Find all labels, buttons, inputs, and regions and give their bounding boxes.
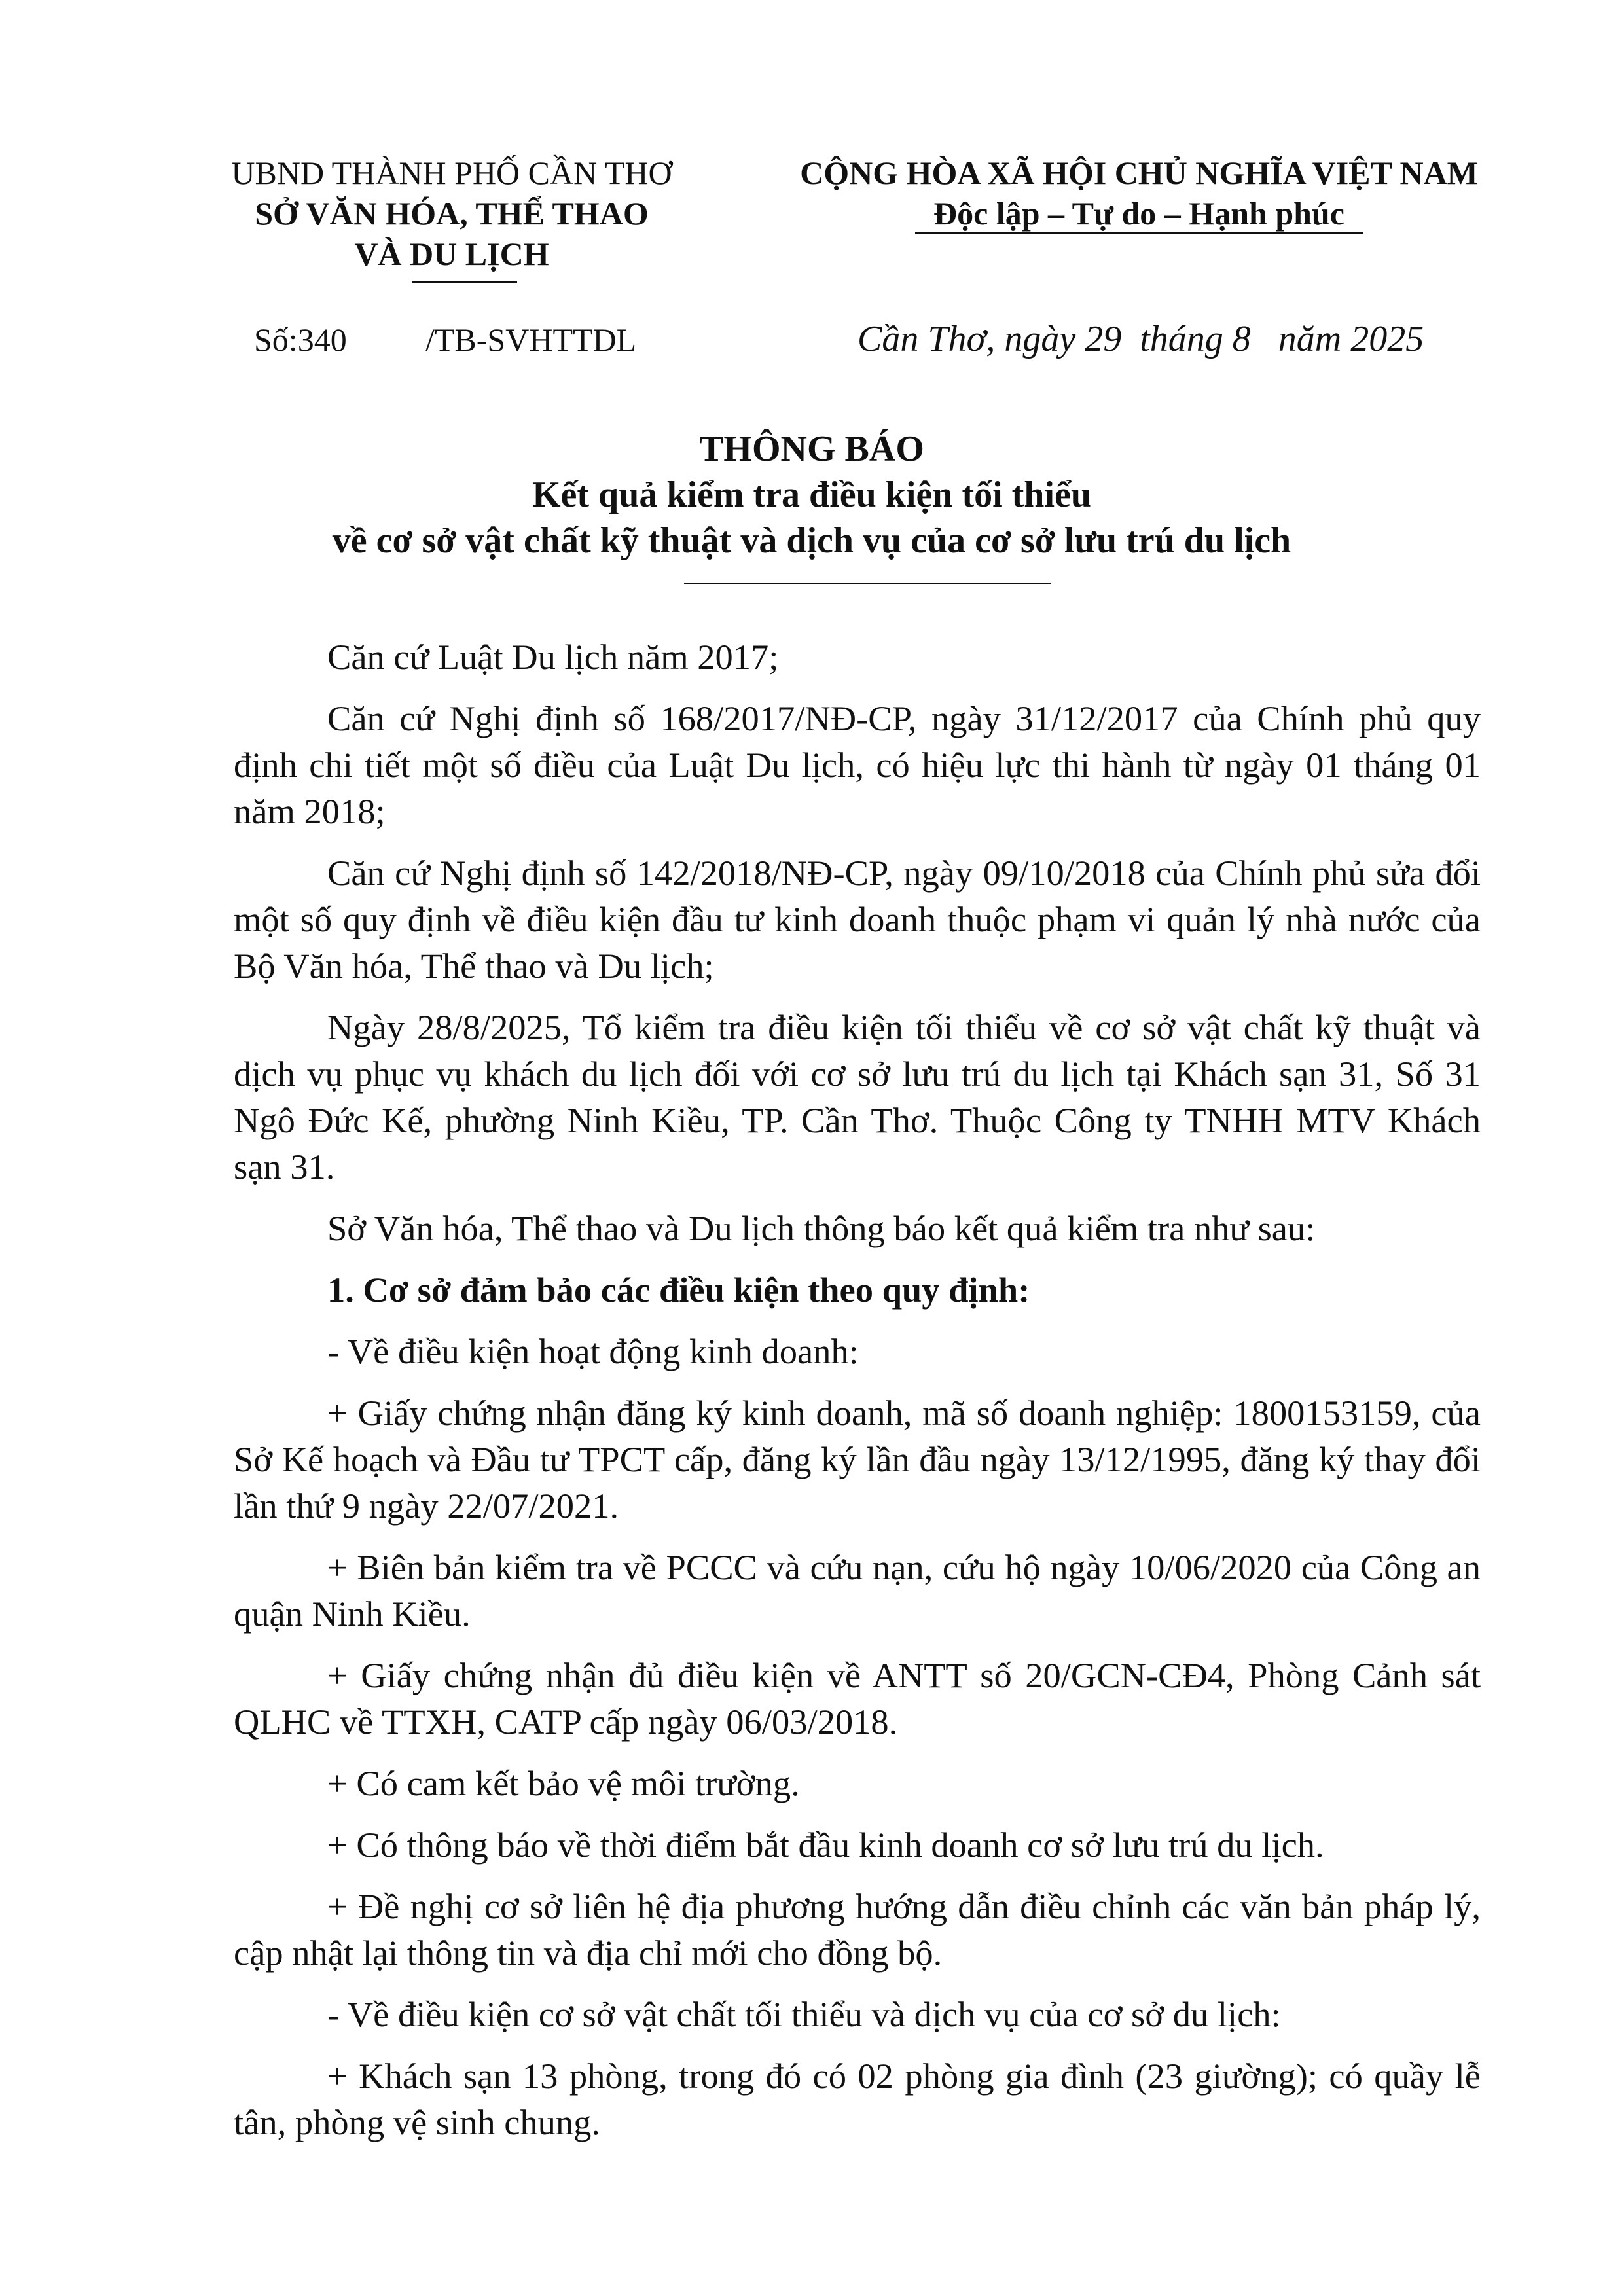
document-subtitle-line1: Kết quả kiểm tra điều kiện tối thiểu: [532, 475, 1092, 515]
document-body: [234, 634, 1481, 2145]
agency-name-line1: SỞ VĂN HÓA, THỂ THAO: [255, 195, 649, 232]
inspection-paragraph: Ngày 28/8/2025, Tổ kiểm tra điều kiện tối thiểu về cơ sở vật chất kỹ thuật và dịch vụ phục vụ khách du lịch đối với cơ sở lưu trú du lịch tại Khách sạn 31, Số 31 Ngô Đức Kế, phường Ninh Kiều, TP. Cần Thơ. Thuộc Công ty TNHH MTV Khách sạn 31.: [234, 1007, 1481, 1187]
agency-parent-name: UBND THÀNH PHỐ CẦN THƠ: [231, 154, 672, 191]
legal-basis-3: Căn cứ Nghị định số 142/2018/NĐ-CP, ngày 09/10/2018 của Chính phủ sửa đổi một số quy định về điều kiện đầu tư kinh doanh thuộc phạm vi quản lý nhà nước của Bộ Văn hóa, Thể thao và Du lịch;: [234, 853, 1481, 986]
section-heading-1: 1. Cơ sở đảm bảo các điều kiện theo quy định:: [327, 1270, 1030, 1310]
agency-name-line2: VÀ DU LỊCH: [354, 236, 549, 272]
agency-underline: [412, 281, 517, 283]
security-certificate-item: + Giấy chứng nhận đủ điều kiện về ANTT số 20/GCN-CĐ4, Phòng Cảnh sát QLHC về TTXH, CATP cấp ngày 06/03/2018.: [234, 1655, 1481, 1742]
recommendation-item: + Đề nghị cơ sở liên hệ địa phương hướng dẫn điều chỉnh các văn bản pháp lý, cập nhật lại thông tin và địa chỉ mới cho đồng bộ.: [234, 1886, 1481, 1973]
start-notice-item: + Có thông báo về thời điểm bắt đầu kinh doanh cơ sở lưu trú du lịch.: [327, 1825, 1324, 1865]
environment-commitment-item: + Có cam kết bảo vệ môi trường.: [327, 1763, 800, 1803]
place-and-date: Cần Thơ, ngày 29 tháng 8 năm 2025: [857, 319, 1424, 359]
document-title: THÔNG BÁO: [699, 429, 924, 469]
business-conditions-heading: - Về điều kiện hoạt động kinh doanh:: [327, 1331, 859, 1371]
document-number: Số:340: [254, 321, 347, 358]
document-code: /TB-SVHTTDL: [425, 321, 637, 358]
facility-conditions-heading: - Về điều kiện cơ sở vật chất tối thiểu và dịch vụ của cơ sở du lịch:: [327, 1994, 1281, 2034]
fire-safety-item: + Biên bản kiểm tra về PCCC và cứu nạn, cứu hộ ngày 10/06/2020 của Công an quận Ninh Kiều.: [234, 1547, 1481, 1634]
national-title: CỘNG HÒA XÃ HỘI CHỦ NGHĨA VIỆT NAM: [800, 154, 1478, 191]
legal-basis-1: Căn cứ Luật Du lịch năm 2017;: [327, 637, 779, 677]
title-underline: [684, 583, 1051, 584]
motto-underline: [915, 232, 1363, 234]
document-subtitle-line2: về cơ sở vật chất kỹ thuật và dịch vụ của cơ sở lưu trú du lịch: [332, 520, 1291, 561]
business-registration-item: + Giấy chứng nhận đăng ký kinh doanh, mã số doanh nghiệp: 1800153159, của Sở Kế hoạch và Đầu tư TPCT cấp, đăng ký lần đầu ngày 13/12/1995, đăng ký thay đổi lần thứ 9 ngày 22/07/2021.: [234, 1393, 1481, 1526]
announcement-intro: Sở Văn hóa, Thể thao và Du lịch thông báo kết quả kiểm tra như sau:: [327, 1208, 1316, 1248]
legal-basis-2: Căn cứ Nghị định số 168/2017/NĐ-CP, ngày 31/12/2017 của Chính phủ quy định chi tiết một số điều của Luật Du lịch, có hiệu lực thi hành từ ngày 01 tháng 01 năm 2018;: [234, 698, 1481, 831]
hotel-rooms-item: + Khách sạn 13 phòng, trong đó có 02 phòng gia đình (23 giường); có quầy lễ tân, phòng vệ sinh chung.: [234, 2056, 1481, 2142]
national-motto: Độc lập – Tự do – Hạnh phúc: [933, 195, 1344, 232]
